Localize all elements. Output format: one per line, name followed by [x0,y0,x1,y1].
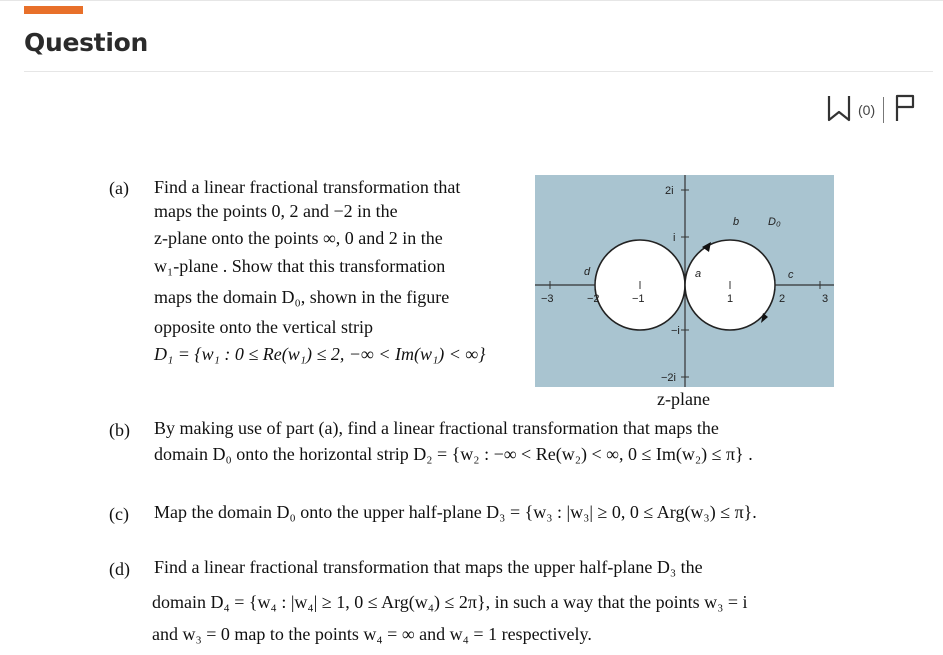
x-tick-1: 1 [727,293,734,305]
part-c-line-1: Map the domain D₀ onto the upper half-plane D₃ = {w₃ : |w₃| ≥ 0, 0 ≤ Arg(w₃) ≤ π}. [154,502,757,522]
accent-bar [24,6,83,14]
part-a-label: (a) [109,178,129,198]
part-b-label: (b) [109,420,130,440]
point-b: b [733,216,740,228]
z-plane-figure [535,175,834,387]
x-tick-m1: −1 [632,293,645,305]
domain-label: D₀ [768,216,781,228]
part-b-line-1: By making use of part (a), find a linear fractional transformation that maps the [154,418,719,438]
y-tick-m2i: −2i [661,372,676,384]
actions-separator [883,97,884,123]
y-tick-mi: −i [671,325,680,337]
x-tick-2: 2 [779,293,786,305]
bookmark-icon[interactable] [826,93,852,128]
point-a: a [695,268,702,280]
part-a-line-5: maps the domain D₀, shown in the figure [154,287,450,307]
point-c: c [788,269,794,281]
part-d-label: (d) [109,559,130,579]
page-title: Question [24,28,148,57]
flag-icon[interactable] [893,93,917,128]
bookmark-count: (0) [858,102,876,118]
x-tick-3: 3 [822,293,829,305]
y-tick-2i: 2i [665,185,674,197]
part-d-line-1: Find a linear fractional transformation that maps the upper half-plane D₃ the [154,557,703,577]
part-a-line-2: maps the points 0, 2 and −2 in the [154,201,398,221]
part-d-line-2: domain D₄ = {w₄ : |w₄| ≥ 1, 0 ≤ Arg(w₄) ≤ 2π}, in such a way that the points w₃ = i [152,592,748,612]
part-a-line-6: opposite onto the vertical strip [154,317,373,337]
part-d-line-3: and w₃ = 0 map to the points w₄ = ∞ and w₄ = 1 respectively. [152,624,592,644]
y-tick-i: i [673,232,676,244]
part-a-line-4: w₁-plane . Show that this transformation [154,256,446,276]
part-a-line-3: z-plane onto the points ∞, 0 and 2 in the [154,228,443,248]
part-c-label: (c) [109,504,129,524]
x-tick-m2: −2 [587,293,600,305]
question-actions [826,95,917,125]
figure-caption: z-plane [657,389,710,409]
x-tick-m3: −3 [541,293,554,305]
top-border [0,0,943,1]
header-divider [24,71,933,72]
part-a-line-1: Find a linear fractional transformation that [154,177,461,197]
point-d: d [584,266,591,278]
part-b-line-2: domain D₀ onto the horizontal strip D₂ = {w₂ : −∞ < Re(w₂) < ∞, 0 ≤ Im(w₂) ≤ π} . [154,444,753,464]
part-a-line-7: D₁ = {w₁ : 0 ≤ Re(w₁) ≤ 2, −∞ < Im(w₁) < ∞} [154,344,486,364]
